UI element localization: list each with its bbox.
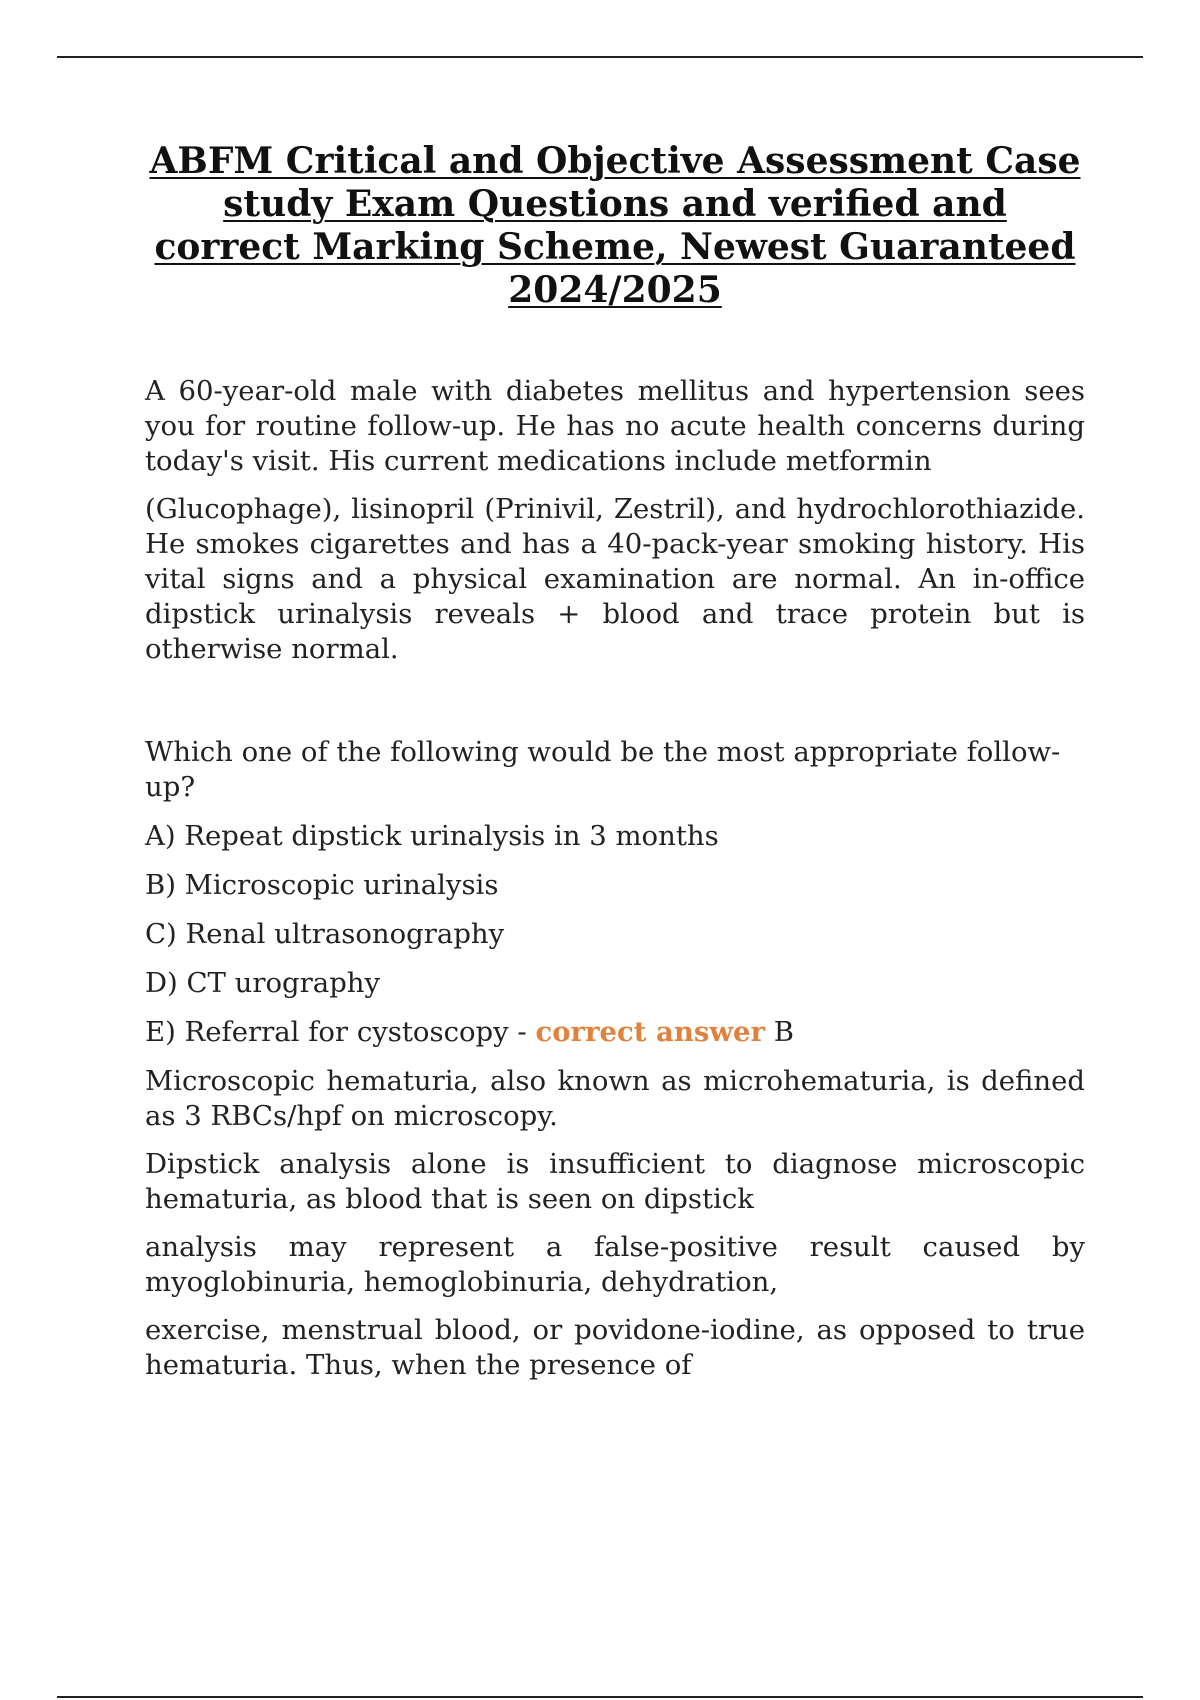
explanation-paragraph: exercise, menstrual blood, or povidone-iodine, as opposed to true hematuria. Thus, when the presence of — [145, 1314, 1085, 1381]
header-rule — [57, 56, 1143, 58]
answer-option-a: A) Repeat dipstick urinalysis in 3 months — [145, 820, 719, 852]
title-line: ABFM Critical and Objective Assessment Case — [149, 140, 1081, 182]
correct-answer-value: B — [765, 1016, 794, 1048]
title-line: study Exam Questions and verified and — [223, 183, 1007, 225]
case-paragraph: (Glucophage), lisinopril (Prinivil, Zestril), and hydrochlorothiazide. He smokes cigarettes and has a 40-pack-year smoking history. His vital signs and a physical examination are normal. An in-office dipstick urinalysis reveals + blood and trace protein but is otherwise normal. — [145, 493, 1085, 665]
footer-rule — [57, 1696, 1143, 1698]
answer-option-e — [145, 1015, 1085, 1050]
answer-option-d: D) CT urography — [145, 967, 381, 999]
answer-option-e-text: E) Referral for cystoscopy - — [145, 1016, 536, 1048]
explanation-paragraph: analysis may represent a false-positive result caused by myoglobinuria, hemoglobinuria, dehydration, — [145, 1231, 1085, 1298]
correct-answer-label: correct answer — [535, 1016, 766, 1048]
answer-option-b: B) Microscopic urinalysis — [145, 869, 499, 901]
document-body — [145, 140, 1085, 1383]
answer-option-c: C) Renal ultrasonography — [145, 918, 505, 950]
explanation-paragraph: Microscopic hematuria, also known as microhematuria, is defined as 3 RBCs/hpf on microscopy. — [145, 1065, 1085, 1132]
explanation-paragraph: Dipstick analysis alone is insufficient to diagnose microscopic hematuria, as blood that is seen on dipstick — [145, 1148, 1085, 1215]
document-title — [145, 140, 1085, 312]
title-line: 2024/2025 — [508, 269, 722, 311]
title-line: correct Marking Scheme, Newest Guaranteed — [154, 226, 1076, 268]
case-paragraph: A 60-year-old male with diabetes mellitus and hypertension sees you for routine follow-up. He has no acute health concerns during today's visit. His current medications include metformin — [145, 375, 1085, 477]
question-text: Which one of the following would be the most appropriate follow-up? — [145, 736, 1061, 803]
